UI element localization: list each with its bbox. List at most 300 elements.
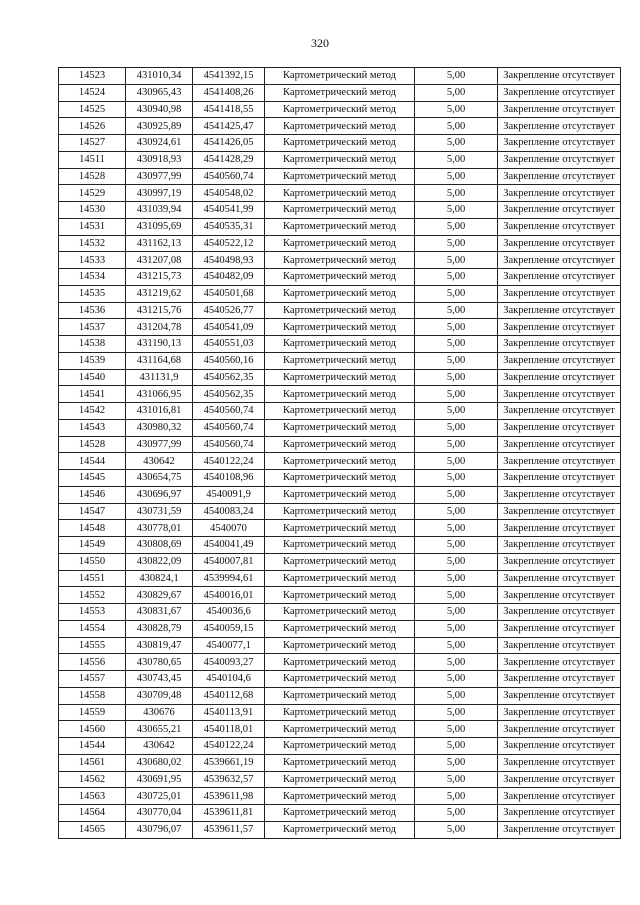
method-cell: Картометрический метод [265,235,415,252]
table-row [59,319,621,336]
point-number-cell: 14561 [59,754,126,771]
table-row [59,369,621,386]
precision-cell: 5,00 [415,570,498,587]
method-cell: Картометрический метод [265,805,415,822]
precision-cell: 5,00 [415,470,498,487]
point-number-cell: 14560 [59,721,126,738]
x-coordinate-cell: 430691,95 [126,771,193,788]
y-coordinate-cell: 4540501,68 [193,285,265,302]
x-coordinate-cell: 430731,59 [126,503,193,520]
fixation-cell: Закрепление отсутствует [498,771,621,788]
point-number-cell: 14530 [59,202,126,219]
table-row [59,604,621,621]
precision-cell: 5,00 [415,369,498,386]
precision-cell: 5,00 [415,352,498,369]
method-cell: Картометрический метод [265,788,415,805]
y-coordinate-cell: 4540560,16 [193,352,265,369]
y-coordinate-cell: 4540112,68 [193,687,265,704]
fixation-cell: Закрепление отсутствует [498,620,621,637]
table-row [59,336,621,353]
y-coordinate-cell: 4540526,77 [193,302,265,319]
y-coordinate-cell: 4540077,1 [193,637,265,654]
fixation-cell: Закрепление отсутствует [498,369,621,386]
y-coordinate-cell: 4540482,09 [193,269,265,286]
y-coordinate-cell: 4540113,91 [193,704,265,721]
precision-cell: 5,00 [415,553,498,570]
precision-cell: 5,00 [415,235,498,252]
x-coordinate-cell: 430778,01 [126,520,193,537]
x-coordinate-cell: 431066,95 [126,386,193,403]
point-number-cell: 14539 [59,352,126,369]
point-number-cell: 14525 [59,101,126,118]
y-coordinate-cell: 4540551,03 [193,336,265,353]
point-number-cell: 14550 [59,553,126,570]
table-row [59,805,621,822]
method-cell: Картометрический метод [265,821,415,838]
y-coordinate-cell: 4539661,19 [193,754,265,771]
point-number-cell: 14534 [59,269,126,286]
x-coordinate-cell: 430654,75 [126,470,193,487]
x-coordinate-cell: 431219,62 [126,285,193,302]
table-row [59,654,621,671]
point-number-cell: 14557 [59,671,126,688]
fixation-cell: Закрепление отсутствует [498,151,621,168]
y-coordinate-cell: 4540522,12 [193,235,265,252]
method-cell: Картометрический метод [265,319,415,336]
table-row [59,738,621,755]
fixation-cell: Закрепление отсутствует [498,101,621,118]
point-number-cell: 14536 [59,302,126,319]
table-row [59,553,621,570]
x-coordinate-cell: 430743,45 [126,671,193,688]
method-cell: Картометрический метод [265,671,415,688]
method-cell: Картометрический метод [265,436,415,453]
method-cell: Картометрический метод [265,135,415,152]
fixation-cell: Закрепление отсутствует [498,704,621,721]
y-coordinate-cell: 4541425,47 [193,118,265,135]
fixation-cell: Закрепление отсутствует [498,637,621,654]
fixation-cell: Закрепление отсутствует [498,821,621,838]
precision-cell: 5,00 [415,520,498,537]
table-row [59,84,621,101]
table-row [59,118,621,135]
y-coordinate-cell: 4539632,57 [193,771,265,788]
table-row [59,285,621,302]
table-row [59,671,621,688]
method-cell: Картометрический метод [265,637,415,654]
table-row [59,235,621,252]
table-row [59,218,621,235]
precision-cell: 5,00 [415,721,498,738]
method-cell: Картометрический метод [265,185,415,202]
table-row [59,570,621,587]
fixation-cell: Закрепление отсутствует [498,788,621,805]
fixation-cell: Закрепление отсутствует [498,135,621,152]
fixation-cell: Закрепление отсутствует [498,553,621,570]
fixation-cell: Закрепление отсутствует [498,118,621,135]
method-cell: Картометрический метод [265,654,415,671]
page-number: 320 [311,36,329,50]
point-number-cell: 14543 [59,419,126,436]
fixation-cell: Закрепление отсутствует [498,168,621,185]
method-cell: Картометрический метод [265,620,415,637]
method-cell: Картометрический метод [265,68,415,85]
x-coordinate-cell: 430831,67 [126,604,193,621]
x-coordinate-cell: 430642 [126,453,193,470]
y-coordinate-cell: 4540108,96 [193,470,265,487]
y-coordinate-cell: 4540036,6 [193,604,265,621]
method-cell: Картометрический метод [265,269,415,286]
y-coordinate-cell: 4541392,15 [193,68,265,85]
method-cell: Картометрический метод [265,503,415,520]
point-number-cell: 14544 [59,453,126,470]
method-cell: Картометрический метод [265,486,415,503]
table-row [59,771,621,788]
table-row [59,151,621,168]
fixation-cell: Закрепление отсутствует [498,269,621,286]
x-coordinate-cell: 431215,76 [126,302,193,319]
precision-cell: 5,00 [415,168,498,185]
coordinates-table [58,67,621,839]
method-cell: Картометрический метод [265,721,415,738]
y-coordinate-cell: 4541426,05 [193,135,265,152]
table-row [59,721,621,738]
x-coordinate-cell: 431204,78 [126,319,193,336]
table-row [59,503,621,520]
precision-cell: 5,00 [415,185,498,202]
point-number-cell: 14546 [59,486,126,503]
fixation-cell: Закрепление отсутствует [498,403,621,420]
x-coordinate-cell: 431039,94 [126,202,193,219]
point-number-cell: 14523 [59,68,126,85]
x-coordinate-cell: 431215,73 [126,269,193,286]
method-cell: Картометрический метод [265,118,415,135]
method-cell: Картометрический метод [265,754,415,771]
method-cell: Картометрический метод [265,403,415,420]
x-coordinate-cell: 430925,89 [126,118,193,135]
point-number-cell: 14545 [59,470,126,487]
table-row [59,821,621,838]
x-coordinate-cell: 430824,1 [126,570,193,587]
table-row [59,135,621,152]
x-coordinate-cell: 430977,99 [126,436,193,453]
table-row [59,453,621,470]
fixation-cell: Закрепление отсутствует [498,235,621,252]
x-coordinate-cell: 430808,69 [126,537,193,554]
fixation-cell: Закрепление отсутствует [498,202,621,219]
method-cell: Картометрический метод [265,704,415,721]
y-coordinate-cell: 4540535,31 [193,218,265,235]
fixation-cell: Закрепление отсутствует [498,386,621,403]
method-cell: Картометрический метод [265,285,415,302]
precision-cell: 5,00 [415,738,498,755]
fixation-cell: Закрепление отсутствует [498,587,621,604]
y-coordinate-cell: 4540104,6 [193,671,265,688]
x-coordinate-cell: 430977,99 [126,168,193,185]
precision-cell: 5,00 [415,704,498,721]
table-row [59,352,621,369]
table-row [59,269,621,286]
precision-cell: 5,00 [415,453,498,470]
table-row [59,202,621,219]
point-number-cell: 14554 [59,620,126,637]
point-number-cell: 14547 [59,503,126,520]
x-coordinate-cell: 430676 [126,704,193,721]
x-coordinate-cell: 431190,13 [126,336,193,353]
table-row [59,687,621,704]
precision-cell: 5,00 [415,754,498,771]
precision-cell: 5,00 [415,252,498,269]
x-coordinate-cell: 430918,93 [126,151,193,168]
y-coordinate-cell: 4540016,01 [193,587,265,604]
x-coordinate-cell: 430642 [126,738,193,755]
point-number-cell: 14527 [59,135,126,152]
precision-cell: 5,00 [415,771,498,788]
x-coordinate-cell: 430770,04 [126,805,193,822]
point-number-cell: 14529 [59,185,126,202]
precision-cell: 5,00 [415,202,498,219]
fixation-cell: Закрепление отсутствует [498,520,621,537]
y-coordinate-cell: 4540562,35 [193,386,265,403]
method-cell: Картометрический метод [265,453,415,470]
table-row [59,486,621,503]
method-cell: Картометрический метод [265,252,415,269]
x-coordinate-cell: 430940,98 [126,101,193,118]
coordinates-table-body [59,68,621,839]
point-number-cell: 14551 [59,570,126,587]
y-coordinate-cell: 4540041,49 [193,537,265,554]
point-number-cell: 14562 [59,771,126,788]
method-cell: Картометрический метод [265,520,415,537]
table-row [59,168,621,185]
point-number-cell: 14564 [59,805,126,822]
table-row [59,620,621,637]
y-coordinate-cell: 4540560,74 [193,436,265,453]
x-coordinate-cell: 430796,07 [126,821,193,838]
point-number-cell: 14535 [59,285,126,302]
point-number-cell: 14540 [59,369,126,386]
x-coordinate-cell: 431162,13 [126,235,193,252]
point-number-cell: 14537 [59,319,126,336]
table-row [59,419,621,436]
x-coordinate-cell: 430965,43 [126,84,193,101]
fixation-cell: Закрепление отсутствует [498,754,621,771]
precision-cell: 5,00 [415,419,498,436]
method-cell: Картометрический метод [265,84,415,101]
precision-cell: 5,00 [415,101,498,118]
method-cell: Картометрический метод [265,336,415,353]
method-cell: Картометрический метод [265,151,415,168]
method-cell: Картометрический метод [265,537,415,554]
point-number-cell: 14538 [59,336,126,353]
fixation-cell: Закрепление отсутствует [498,671,621,688]
precision-cell: 5,00 [415,821,498,838]
table-row [59,185,621,202]
y-coordinate-cell: 4540541,09 [193,319,265,336]
precision-cell: 5,00 [415,84,498,101]
y-coordinate-cell: 4540122,24 [193,738,265,755]
point-number-cell: 14542 [59,403,126,420]
y-coordinate-cell: 4540562,35 [193,369,265,386]
fixation-cell: Закрепление отсутствует [498,805,621,822]
point-number-cell: 14565 [59,821,126,838]
fixation-cell: Закрепление отсутствует [498,604,621,621]
precision-cell: 5,00 [415,135,498,152]
x-coordinate-cell: 430709,48 [126,687,193,704]
fixation-cell: Закрепление отсутствует [498,84,621,101]
fixation-cell: Закрепление отсутствует [498,336,621,353]
point-number-cell: 14555 [59,637,126,654]
fixation-cell: Закрепление отсутствует [498,319,621,336]
point-number-cell: 14556 [59,654,126,671]
fixation-cell: Закрепление отсутствует [498,470,621,487]
precision-cell: 5,00 [415,68,498,85]
point-number-cell: 14553 [59,604,126,621]
table-row [59,403,621,420]
method-cell: Картометрический метод [265,386,415,403]
table-row [59,704,621,721]
precision-cell: 5,00 [415,151,498,168]
y-coordinate-cell: 4540070 [193,520,265,537]
precision-cell: 5,00 [415,118,498,135]
method-cell: Картометрический метод [265,168,415,185]
fixation-cell: Закрепление отсутствует [498,252,621,269]
precision-cell: 5,00 [415,269,498,286]
table-row [59,788,621,805]
fixation-cell: Закрепление отсутствует [498,302,621,319]
method-cell: Картометрический метод [265,101,415,118]
table-row [59,101,621,118]
fixation-cell: Закрепление отсутствует [498,185,621,202]
x-coordinate-cell: 431207,08 [126,252,193,269]
point-number-cell: 14531 [59,218,126,235]
precision-cell: 5,00 [415,386,498,403]
x-coordinate-cell: 431131,9 [126,369,193,386]
precision-cell: 5,00 [415,403,498,420]
x-coordinate-cell: 430822,09 [126,553,193,570]
precision-cell: 5,00 [415,319,498,336]
point-number-cell: 14541 [59,386,126,403]
x-coordinate-cell: 431016,81 [126,403,193,420]
x-coordinate-cell: 430725,01 [126,788,193,805]
precision-cell: 5,00 [415,486,498,503]
y-coordinate-cell: 4540560,74 [193,168,265,185]
point-number-cell: 14524 [59,84,126,101]
precision-cell: 5,00 [415,805,498,822]
point-number-cell: 14563 [59,788,126,805]
fixation-cell: Закрепление отсутствует [498,436,621,453]
precision-cell: 5,00 [415,620,498,637]
point-number-cell: 14511 [59,151,126,168]
point-number-cell: 14549 [59,537,126,554]
point-number-cell: 14533 [59,252,126,269]
method-cell: Картометрический метод [265,470,415,487]
fixation-cell: Закрепление отсутствует [498,419,621,436]
precision-cell: 5,00 [415,687,498,704]
method-cell: Картометрический метод [265,553,415,570]
table-row [59,537,621,554]
method-cell: Картометрический метод [265,202,415,219]
x-coordinate-cell: 430655,21 [126,721,193,738]
y-coordinate-cell: 4539611,98 [193,788,265,805]
fixation-cell: Закрепление отсутствует [498,537,621,554]
precision-cell: 5,00 [415,503,498,520]
fixation-cell: Закрепление отсутствует [498,218,621,235]
table-row [59,520,621,537]
y-coordinate-cell: 4540498,93 [193,252,265,269]
fixation-cell: Закрепление отсутствует [498,453,621,470]
point-number-cell: 14532 [59,235,126,252]
fixation-cell: Закрепление отсутствует [498,68,621,85]
method-cell: Картометрический метод [265,369,415,386]
precision-cell: 5,00 [415,285,498,302]
table-row [59,252,621,269]
point-number-cell: 14559 [59,704,126,721]
y-coordinate-cell: 4540560,74 [193,419,265,436]
x-coordinate-cell: 430980,32 [126,419,193,436]
fixation-cell: Закрепление отсутствует [498,721,621,738]
y-coordinate-cell: 4541418,55 [193,101,265,118]
x-coordinate-cell: 430829,67 [126,587,193,604]
x-coordinate-cell: 430997,19 [126,185,193,202]
x-coordinate-cell: 431095,69 [126,218,193,235]
fixation-cell: Закрепление отсутствует [498,738,621,755]
x-coordinate-cell: 430819,47 [126,637,193,654]
precision-cell: 5,00 [415,671,498,688]
table-row [59,637,621,654]
method-cell: Картометрический метод [265,419,415,436]
method-cell: Картометрический метод [265,687,415,704]
precision-cell: 5,00 [415,788,498,805]
y-coordinate-cell: 4540083,24 [193,503,265,520]
y-coordinate-cell: 4540118,01 [193,721,265,738]
point-number-cell: 14528 [59,168,126,185]
fixation-cell: Закрепление отсутствует [498,654,621,671]
x-coordinate-cell: 430924,61 [126,135,193,152]
y-coordinate-cell: 4540091,9 [193,486,265,503]
method-cell: Картометрический метод [265,218,415,235]
x-coordinate-cell: 431164,68 [126,352,193,369]
table-row [59,470,621,487]
fixation-cell: Закрепление отсутствует [498,570,621,587]
precision-cell: 5,00 [415,436,498,453]
precision-cell: 5,00 [415,587,498,604]
method-cell: Картометрический метод [265,604,415,621]
y-coordinate-cell: 4540560,74 [193,403,265,420]
x-coordinate-cell: 430828,79 [126,620,193,637]
y-coordinate-cell: 4539994,61 [193,570,265,587]
method-cell: Картометрический метод [265,771,415,788]
fixation-cell: Закрепление отсутствует [498,486,621,503]
x-coordinate-cell: 431010,34 [126,68,193,85]
point-number-cell: 14528 [59,436,126,453]
fixation-cell: Закрепление отсутствует [498,352,621,369]
method-cell: Картометрический метод [265,738,415,755]
precision-cell: 5,00 [415,637,498,654]
fixation-cell: Закрепление отсутствует [498,285,621,302]
fixation-cell: Закрепление отсутствует [498,503,621,520]
y-coordinate-cell: 4540541,99 [193,202,265,219]
point-number-cell: 14544 [59,738,126,755]
table-row [59,754,621,771]
y-coordinate-cell: 4539611,57 [193,821,265,838]
table-row [59,68,621,85]
point-number-cell: 14526 [59,118,126,135]
precision-cell: 5,00 [415,537,498,554]
precision-cell: 5,00 [415,336,498,353]
method-cell: Картометрический метод [265,352,415,369]
table-row [59,436,621,453]
